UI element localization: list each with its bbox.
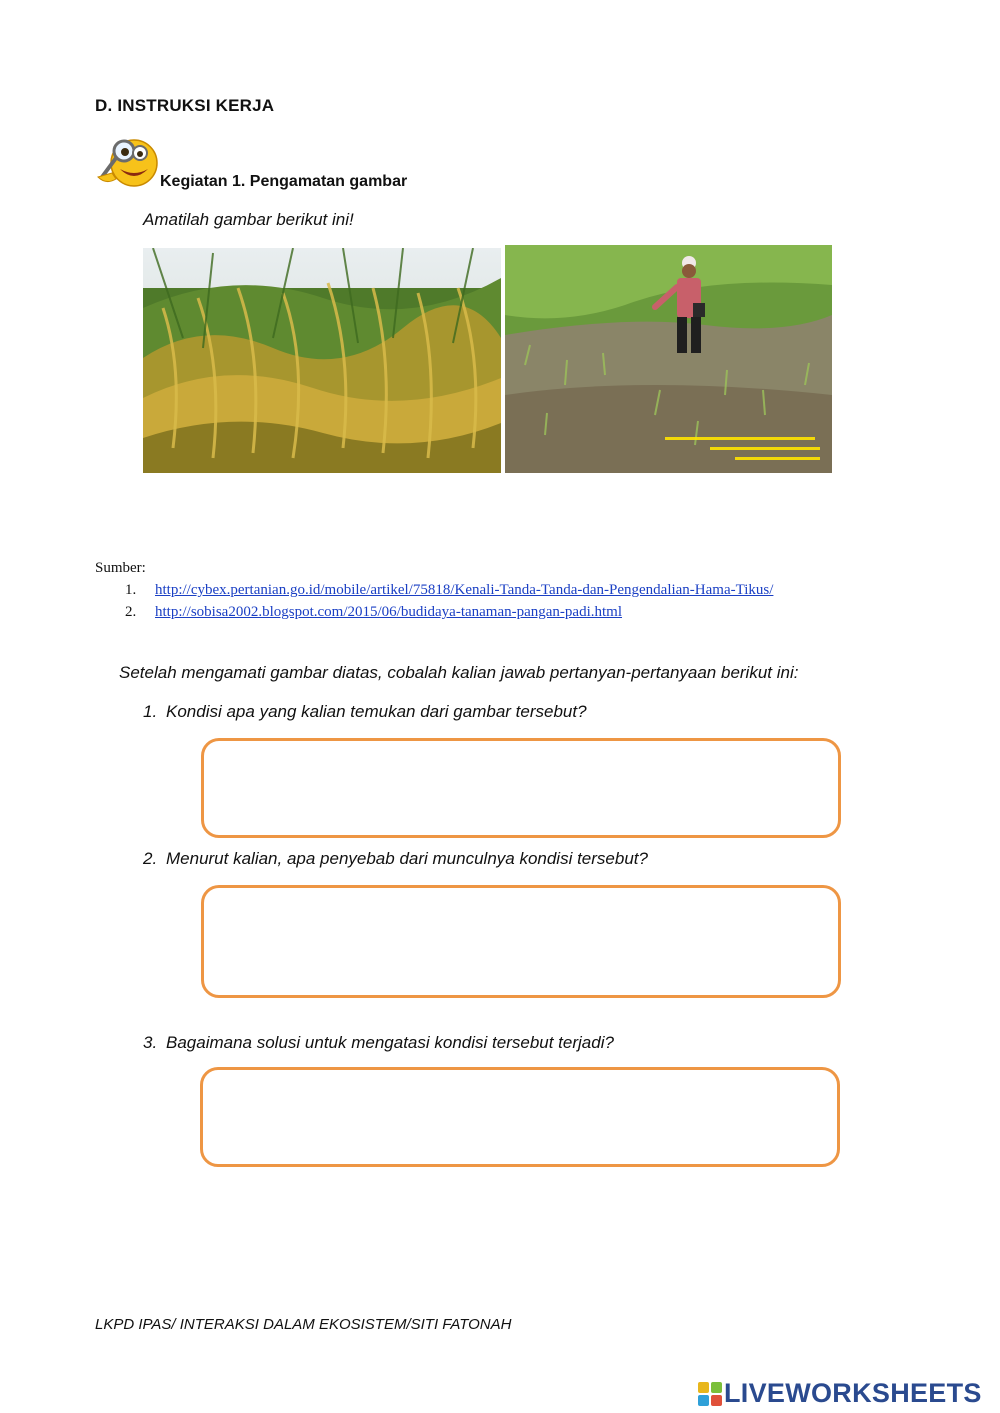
- sources-label: Sumber:: [95, 560, 146, 576]
- rice-field-photo: [143, 248, 501, 473]
- source-item: [125, 604, 885, 624]
- question-3: [143, 1033, 843, 1057]
- activity-instruction: Amatilah gambar berikut ini!: [143, 210, 354, 229]
- answer-box-2[interactable]: [201, 885, 841, 998]
- liveworksheets-logo-icon: [698, 1382, 722, 1406]
- brand-name: LIVEWORKSHEETS: [724, 1378, 982, 1408]
- section-title: D. INSTRUKSI KERJA: [95, 96, 275, 115]
- question-number: 3.: [143, 1033, 158, 1052]
- question-1: [143, 702, 843, 726]
- question-number: 1.: [143, 702, 158, 721]
- footer-text: LKPD IPAS/ INTERAKSI DALAM EKOSISTEM/SITI FATONAH: [95, 1316, 512, 1333]
- questions-lead: Setelah mengamati gambar diatas, cobalah kalian jawab pertanyan-pertanyaan berikut ini:: [119, 663, 799, 682]
- question-2: [143, 849, 843, 873]
- source-link[interactable]: http://sobisa2002.blogspot.com/2015/06/budidaya-tanaman-pangan-padi.html: [155, 604, 623, 620]
- question-number: 2.: [143, 849, 158, 868]
- answer-box-3[interactable]: [200, 1067, 840, 1167]
- activity-title: Kegiatan 1. Pengamatan gambar: [160, 173, 408, 190]
- source-link[interactable]: http://cybex.pertanian.go.id/mobile/artikel/75818/Kenali-Tanda-Tanda-dan-Pengendalian-Hama-Tikus/: [155, 582, 774, 598]
- farmer-rat-damage-photo: [505, 245, 832, 473]
- magnifier-smiley-icon: [96, 133, 162, 191]
- source-number: 2.: [125, 604, 137, 620]
- source-item: [125, 582, 885, 602]
- source-number: 1.: [125, 582, 137, 598]
- question-text: Menurut kalian, apa penyebab dari munculnya kondisi tersebut?: [166, 849, 648, 868]
- question-text: Bagaimana solusi untuk mengatasi kondisi tersebut terjadi?: [166, 1033, 614, 1052]
- answer-box-1[interactable]: [201, 738, 841, 838]
- question-text: Kondisi apa yang kalian temukan dari gambar tersebut?: [166, 702, 587, 721]
